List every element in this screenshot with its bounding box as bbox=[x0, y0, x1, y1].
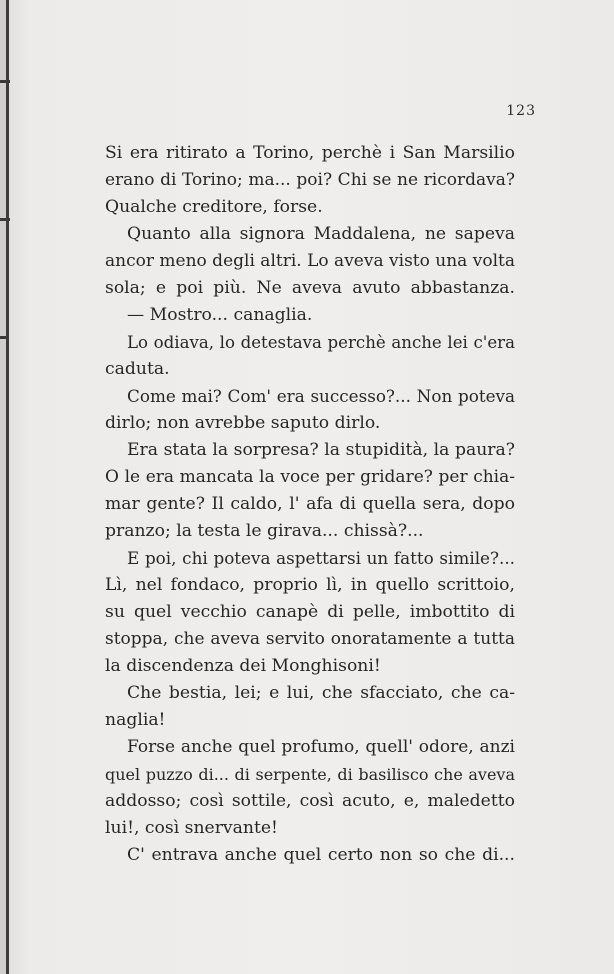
text-line: Che bestia, lei; e lui, che sfacciato, che ca- bbox=[127, 683, 515, 703]
binding-mark bbox=[0, 336, 8, 339]
text-line: sola; e poi più. Ne aveva avuto abbastanza. bbox=[105, 278, 515, 298]
text-line: Qualche creditore, forse. bbox=[105, 197, 323, 217]
text-line: Quanto alla signora Maddalena, ne sapeva bbox=[127, 224, 515, 244]
text-line: Si era ritirato a Torino, perchè i San Marsilio bbox=[105, 143, 515, 163]
text-line: caduta. bbox=[105, 359, 170, 379]
text-line: E poi, chi poteva aspettarsi un fatto simile?... bbox=[127, 548, 515, 568]
text-line: — Mostro... canaglia. bbox=[127, 305, 313, 325]
text-line: su quel vecchio canapè di pelle, imbottito di bbox=[105, 602, 515, 622]
text-line: addosso; così sottile, così acuto, e, maledetto bbox=[105, 791, 515, 811]
text-line: stoppa, che aveva servito onoratamente a tutta bbox=[105, 629, 515, 649]
text-line: ancor meno degli altri. Lo aveva visto una volta bbox=[105, 251, 515, 271]
text-line: O le era mancata la voce per gridare? per chia- bbox=[105, 467, 515, 487]
text-line: erano di Torino; ma... poi? Chi se ne ricordava? bbox=[105, 170, 515, 190]
body-text bbox=[105, 140, 515, 869]
binding-mark bbox=[0, 218, 10, 221]
text-line: C' entrava anche quel certo non so che di... bbox=[127, 845, 515, 865]
text-line: naglia! bbox=[105, 710, 166, 730]
text-line: quel puzzo di... di serpente, di basilisco che aveva bbox=[105, 765, 515, 784]
text-line: Come mai? Com' era successo?... Non poteva bbox=[127, 386, 515, 406]
binding-mark bbox=[0, 80, 10, 83]
text-line: Lo odiava, lo detestava perchè anche lei c'era bbox=[127, 333, 515, 352]
text-line: Lì, nel fondaco, proprio lì, in quello scrittoio, bbox=[105, 575, 515, 595]
binding-edge bbox=[6, 0, 9, 974]
text-line: dirlo; non avrebbe saputo dirlo. bbox=[105, 413, 381, 433]
text-line: mar gente? Il caldo, l' afa di quella sera, dopo bbox=[105, 494, 515, 514]
text-line: lui!, così snervante! bbox=[105, 818, 278, 838]
text-line: Era stata la sorpresa? la stupidità, la paura? bbox=[127, 440, 515, 460]
text-line: Forse anche quel profumo, quell' odore, anzi bbox=[127, 737, 515, 757]
text-line: la discendenza dei Monghisoni! bbox=[105, 656, 381, 676]
text-line: pranzo; la testa le girava... chissà?... bbox=[105, 521, 424, 541]
page-number: 123 bbox=[506, 103, 536, 119]
